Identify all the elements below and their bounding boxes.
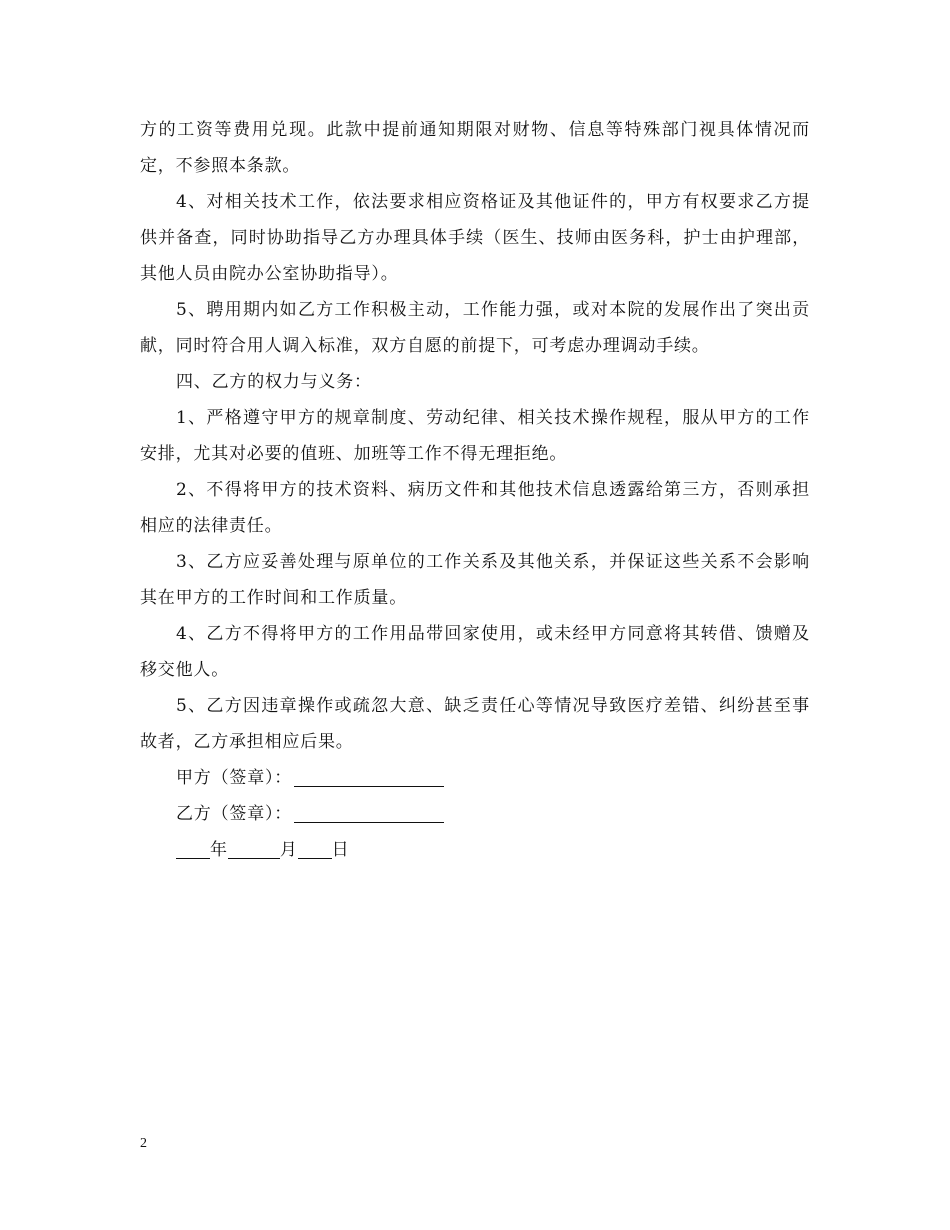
month-blank <box>228 838 280 859</box>
paragraph-b-clause-5: 5、乙方因违章操作或疏忽大意、缺乏责任心等情况导致医疗差错、纠纷甚至事故者，乙方承担相应后果。 <box>140 696 810 752</box>
paragraph-b-clause-3: 3、乙方应妥善处理与原单位的工作关系及其他关系，并保证这些关系不会影响其在甲方的工作时间和工作质量。 <box>140 552 810 608</box>
party-b-signature-label: 乙方（签章）： <box>176 804 293 824</box>
paragraph-b-clause-4: 4、乙方不得将甲方的工作用品带回家使用，或未经甲方同意将其转借、馈赠及移交他人。 <box>140 624 810 680</box>
paragraph-clause-5-transfer: 5、聘用期内如乙方工作积极主动，工作能力强，或对本院的发展作出了突出贡献，同时符合用人调入标准，双方自愿的前提下，可考虑办理调动手续。 <box>140 300 810 356</box>
year-blank <box>176 838 210 859</box>
day-blank <box>298 838 332 859</box>
party-a-signature-label: 甲方（签章）： <box>176 768 293 788</box>
party-a-signature-row <box>140 760 810 796</box>
section-heading-party-b-rights: 四、乙方的权力与义务： <box>176 372 372 392</box>
page-number: 2 <box>140 1136 147 1151</box>
month-label: 月 <box>279 840 298 860</box>
paragraph-b-clause-1: 1、严格遵守甲方的规章制度、劳动纪律、相关技术操作规程，服从甲方的工作安排，尤其对必要的值班、加班等工作不得无理拒绝。 <box>140 408 810 464</box>
paragraph-continuation: 方的工资等费用兑现。此款中提前通知期限对财物、信息等特殊部门视具体情况而定，不参照本条款。 <box>140 120 810 176</box>
party-b-signature-line <box>294 802 444 823</box>
day-label: 日 <box>331 840 350 860</box>
date-row <box>140 832 810 868</box>
party-a-signature-line <box>294 766 444 787</box>
document-body <box>140 112 810 868</box>
party-b-signature-row <box>140 796 810 832</box>
paragraph-b-clause-2: 2、不得将甲方的技术资料、病历文件和其他技术信息透露给第三方，否则承担相应的法律责任。 <box>140 480 810 536</box>
paragraph-clause-4-qualification: 4、对相关技术工作，依法要求相应资格证及其他证件的，甲方有权要求乙方提供并备查，同时协助指导乙方办理具体手续（医生、技师由医务科，护士由护理部，其他人员由院办公室协助指导）。 <box>140 192 810 284</box>
year-label: 年 <box>210 840 228 860</box>
